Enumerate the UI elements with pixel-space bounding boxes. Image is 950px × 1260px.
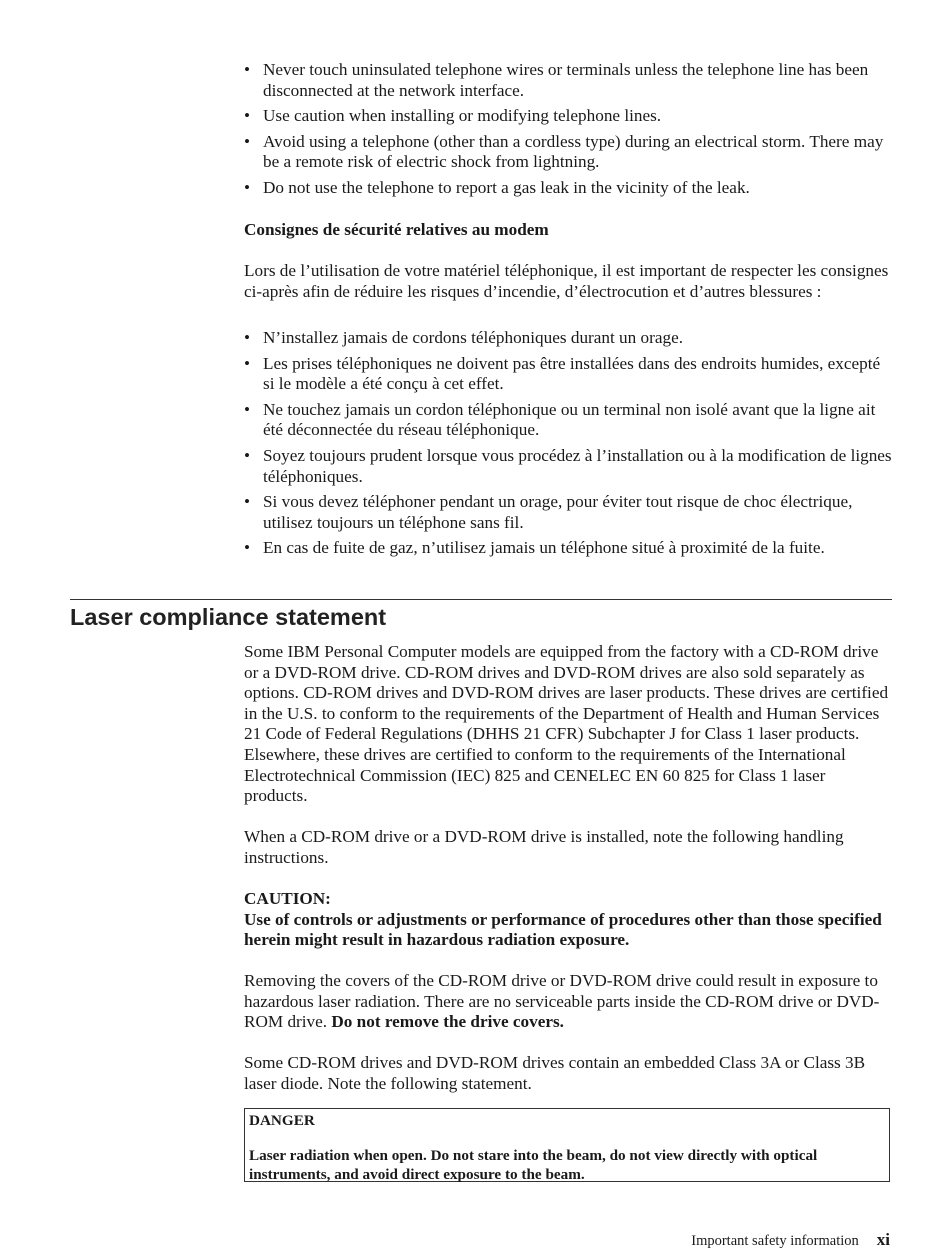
- list-item: • Use caution when installing or modifying telephone lines.: [244, 106, 892, 127]
- list-item: • Never touch uninsulated telephone wires or terminals unless the telephone line has been disconnected at the network interface.: [244, 60, 892, 101]
- telephone-safety-list: [244, 60, 892, 204]
- laser-paragraph-2: When a CD-ROM drive or a DVD-ROM drive is installed, note the following handling instructions.: [244, 827, 844, 867]
- drive-covers-warning: Do not remove the drive covers.: [331, 1012, 564, 1032]
- laser-paragraph-3: [244, 971, 892, 1033]
- danger-text: Laser radiation when open. Do not stare into the beam, do not view directly with optical instruments, and avoid direct exposure to the beam.: [249, 1146, 818, 1183]
- list-item: • Do not use the telephone to report a gas leak in the vicinity of the leak.: [244, 178, 892, 199]
- laser-paragraph-4: Some CD-ROM drives and DVD-ROM drives contain an embedded Class 3A or Class 3B laser diode. Note the following statement.: [244, 1053, 866, 1093]
- danger-notice-box: [244, 1108, 890, 1182]
- list-item: • Si vous devez téléphoner pendant un orage, pour éviter tout risque de choc électrique, utilisez toujours un téléphone sans fil.: [244, 492, 892, 533]
- footer-section-title: Important safety information: [691, 1233, 859, 1249]
- laser-section-heading: Laser compliance statement: [70, 604, 387, 630]
- list-item: • Les prises téléphoniques ne doivent pas être installées dans des endroits humides, excepté si le modèle a été conçu à cet effet.: [244, 354, 892, 395]
- laser-paragraph-3-text: Removing the covers of the CD-ROM drive or DVD-ROM drive could result in exposure to hazardous laser radiation. There are no serviceable parts inside the CD-ROM drive or DVD-ROM drive.: [244, 971, 880, 1032]
- caution-block: [244, 889, 892, 951]
- french-intro-paragraph: Lors de l’utilisation de votre matériel téléphonique, il est important de respecter les consignes ci-après afin de réduire les risques d’incendie, d’électrocution et d’autres blessures :: [244, 261, 889, 301]
- list-item: • Soyez toujours prudent lorsque vous procédez à l’installation ou à la modification de lignes téléphoniques.: [244, 446, 892, 487]
- list-item: • En cas de fuite de gaz, n’utilisez jamais un téléphone situé à proximité de la fuite.: [244, 538, 892, 559]
- french-safety-list: [244, 328, 892, 564]
- french-section-heading: Consignes de sécurité relatives au modem: [244, 220, 549, 239]
- danger-label: DANGER: [249, 1112, 315, 1129]
- section-divider: [70, 599, 892, 600]
- list-item: • Ne touchez jamais un cordon téléphonique ou un terminal non isolé avant que la ligne ait été déconnectée du réseau téléphonique.: [244, 400, 892, 441]
- page-number: xi: [876, 1230, 890, 1249]
- caution-text: Use of controls or adjustments or performance of procedures other than those specified herein might result in hazardous radiation exposure.: [244, 909, 882, 950]
- list-item: • N’installez jamais de cordons téléphoniques durant un orage.: [244, 328, 892, 349]
- caution-label: CAUTION:: [244, 889, 331, 908]
- page-footer: [691, 1230, 890, 1250]
- list-item: • Avoid using a telephone (other than a cordless type) during an electrical storm. There may be a remote risk of electric shock from lightning.: [244, 132, 892, 173]
- laser-paragraph-1: Some IBM Personal Computer models are equipped from the factory with a CD-ROM drive or a DVD-ROM drive. CD-ROM drives and DVD-ROM drives are also sold separately as options. CD-ROM drives and DVD-ROM drives are laser products. These drives are certified in the U.S. to conform to the requirements of the Department of Health and Human Services 21 Code of Federal Regulations (DHHS 21 CFR) Subchapter J for Class 1 laser products. Elsewhere, these drives are certified to conform to the requirements of the International Electrotechnical Commission (IEC) 825 and CENELEC EN 60 825 for Class 1 laser products.: [244, 642, 889, 806]
